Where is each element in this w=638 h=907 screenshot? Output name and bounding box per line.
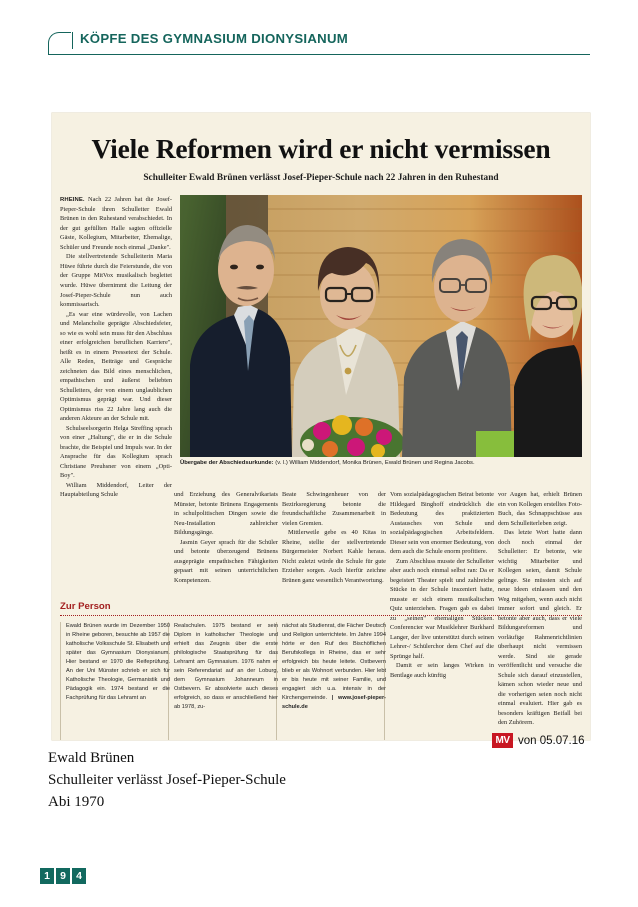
article-col3-para1: Vom sozialpädagogischen Beirat betonte Hildegard Binghoff eindrücklich die Bedeutung des praktizierten Austausches von Schule und sozialpädagogischen Arbeitsfeldern. Dieser sein von enormer Bedeutung, von dem auch die Schule enorm profitiere. — [390, 491, 494, 556]
article-col2-para2: Mittlerweile gebe es 40 Kitas in Rheine, stellte der stellvertretende Bürgermeister Norbert Kahle heraus. Nicht zuletzt würde die Schule für gute Erzieher sorgen. Auch hierfür zeichne Brünen ganz wesentlich Verantwortung. — [282, 529, 386, 584]
photo-illustration — [180, 195, 582, 457]
newspaper-clipping — [52, 113, 590, 740]
person-name: Ewald Brünen — [48, 750, 135, 766]
zur-person-column-c-text: nächst als Studienrat, die Fächer Deutsch und Religion unterrichtete. Im Jahre 1994 hörte er den Ruf des Bischöflichen Berufskollegs in Rheine, das er sehr erfolgreich bis heute leitete. Ostbevern blieb er als Wohnort verbunden. Hier lebt er bis heute mit seiner Familie, und engagiert sich u.a. intensiv in der Kirchengemeinde. — [282, 623, 386, 702]
article-col3-para3: Damit er sein langes Wirken in Bentlage auch künftig — [390, 662, 494, 679]
page-number-digit-1: 1 — [40, 868, 54, 884]
article-col1-para2: Jasmin Geyer sprach für die Schüler und betonte überzeugend Brünens ausgeprägte empathischen Fähigkeiten gepaart mit seinen unterrichtlichen Kompetenzen. — [174, 538, 278, 584]
photo-caption — [180, 460, 582, 468]
school-website-link[interactable]: | www.josef-pieper-schule.de — [282, 695, 386, 711]
page-number-digit-2: 9 — [56, 868, 70, 884]
header-bracket-decoration — [48, 32, 71, 55]
article-col4-para1: vor Augen hat, erhielt Brünen ein von Kollegen erstelltes Foto-Buch, das Schnappschüsse aus dem Schulleiterleben zeigt. — [498, 491, 582, 527]
page-number — [40, 868, 86, 884]
person-abitur-year: Abi 1970 — [48, 793, 105, 810]
photo-caption-names: (v. l.) William Middendorf, Monika Brünen, Ewald Brünen und Regina Jacobs. — [273, 460, 475, 466]
zur-person-title: Zur Person — [60, 601, 111, 612]
article-col0-para5: William Middendorf, Leiter der Hauptabteilung Schule — [60, 481, 172, 499]
article-col4-para2: Das letzte Wort hatte dann doch noch einmal der Schulleiter: Er betonte, wie wichtig Mitarbeiter und Kollegen seien, damit Schule gelinge. Sie müssten sich auf neue Ideen einlassen und den Weg mitgehen, wenn auch nicht immer sofort und gleich. Er betonte aber auch, dass er viele Bildungsreformen und vorläufige Rahmenrichtlinien überhaupt nicht vermissen werde. Sind sie gerade veröffentlicht und versuche die Schule sich darauf einzustellen, kämen schon wieder neue und die vorherigen seien noch nicht einmal evaluiert. Hier gab es besonders kräftigen Beifall bei den Zuhörern. — [498, 529, 582, 727]
article-photo-block — [180, 195, 582, 468]
article-col2-para1: Beate Schwingenheuer von der Bezirksregierung betonte die freundschaftliche Zusammenarbeit in vielen Gremien. — [282, 491, 386, 527]
mv-logo-icon: MV — [492, 733, 513, 748]
article-col0-para2: Die stellvertretende Schulleiterin Maria Hüwe führte durch die Feierstunde, die von der Gruppe MitVox musikalisch begleitet wurde. Hüwe übernimmt die Leitung der Josef-Pieper-Schule nun auch kommissarisch. — [60, 253, 172, 309]
article-col3-para2: Zum Abschluss musste der Schulleiter aber auch noch einmal selbst ran: Da er begeistert Theater spielt und zahlreiche Stücke in der Schule inszeniert hatte, musste er sich einem musikalischen Quiz unterziehen. Fragen gab es dabei zu „seinen" ehemaligen Stücken. Conferencier war Musiklehrer Burkhard Langer, der live unterstützt durch seinen Lehrer-/ Schülerchor dem Chef auf die Sprünge half. — [390, 557, 494, 660]
article-column-2 — [282, 490, 386, 585]
article-dateline: RHEINE. — [60, 197, 85, 203]
header-rule — [48, 54, 590, 55]
page-number-digit-3: 4 — [72, 868, 86, 884]
zur-person-columns — [60, 622, 582, 732]
article-column-1 — [174, 490, 278, 585]
article-headline: Viele Reformen wird er nicht vermissen — [91, 133, 551, 164]
article-col0-para3: „Es war eine würdevolle, von Lachen und Melancholie geprägte Abschiedsfeier, so wie es wohl sein muss für den Abschluss einer erfolgreichen beruflichen Karriere", heißt es in einem Pressetext der Schule. Alle Reden, Beiträge und Gespräche zeichneten das Bild eines menschlichen, empathischen und äußerst beliebten Schulleiters, der von einem unglaublichen Optimismus geprägt war. Und dieser Optimismus riss 22 Jahre lang auch die anderen Akteure an der Schule mit. — [60, 310, 172, 423]
page-title: KÖPFE DES GYMNASIUM DIONYSIANUM — [80, 31, 349, 46]
article-column-0 — [60, 195, 172, 500]
source-date: von 05.07.16 — [518, 734, 585, 747]
entry-meta — [48, 748, 468, 813]
zur-person-rule-left — [60, 622, 61, 740]
zur-person-box — [60, 601, 582, 732]
article-subheadline: Schulleiter Ewald Brünen verlässt Josef-Pieper-Schule nach 22 Jahren in den Ruhestand — [143, 172, 499, 183]
person-role: Schulleiter verlässt Josef-Pieper-Schule — [48, 771, 286, 788]
photo-caption-label: Übergabe der Abschiedsurkunde: — [180, 460, 274, 466]
header-tick-decoration — [72, 32, 73, 49]
article-lead: Nach 22 Jahren hat die Josef-Pieper-Schule ihren Schulleiter Ewald Brünen in den Ruhestand verabschiedet. In der gut gefüllten Halle sagten offizielle Gäste, Kollegium, Mitarbeiter, Ehemalige, Schüler und Freunde noch einmal „Danke". — [60, 196, 172, 251]
article-col1-para1: und Erziehung des Generalvikariats Münster, betonte Brünens Engagements in schulpolitischen Dingen sowie die Neu-Installation zahlreicher Bildungsgänge. — [174, 491, 278, 537]
zur-person-column-c — [282, 622, 386, 712]
page-header — [48, 30, 590, 64]
article-col0-para4: Schulseelsorgerin Helga Streffing sprach von einer „Haltung", die er in die Schule brachte, die Beispiel und Impuls war. In der Ansprache für das Kollegium sprach Christiane Preuhsner von einem „Opti-Boy". — [60, 424, 172, 480]
zur-person-divider — [60, 615, 582, 616]
source-attribution — [492, 733, 585, 748]
zur-person-column-b: Realschulen. 1975 bestand er sein Diplom in katholischer Theologie und erhielt das Zeugnis über die erste philologische Staatsprüfung für das Lehramt am Gymnasium. 1976 nahm er sein Referendariat auf an der Loburg, dem Gymnasium Johanneum in Ostbevern. Er absolvierte auch dieses erfolgreich, so dass er anschließend hier ab 1978, zu- — [174, 623, 278, 711]
article-photo — [180, 195, 582, 457]
zur-person-column-a: Ewald Brünen wurde im Dezember 1950 in Rheine geboren, besuchte ab 1957 die katholische Volksschule St. Elisabeth und später das Gymnasium Dionysianum. Hier bestand er 1970 die Reifeprüfung. An der Uni Münster schrieb er sich für Katholische Theologie, Germanistik und Pädagogik ein. 1974 bestand er die Fachprüfung für das Lehramt an — [66, 623, 170, 702]
